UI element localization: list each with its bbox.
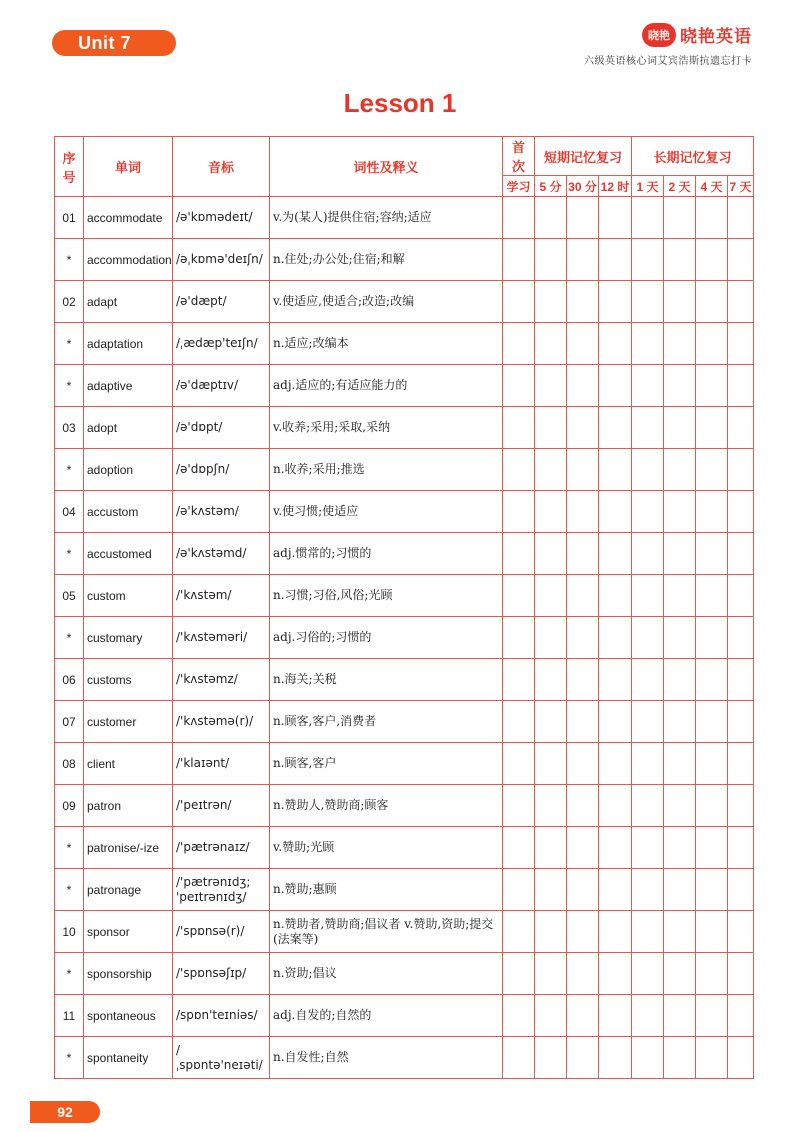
row-definition: v.使习惯;使适应 [270,491,503,533]
review-checkbox-cell[interactable] [664,407,696,449]
review-checkbox-cell[interactable] [632,365,664,407]
review-checkbox-cell[interactable] [664,449,696,491]
review-checkbox-cell[interactable] [503,197,535,239]
review-checkbox-cell[interactable] [535,701,567,743]
review-checkbox-cell[interactable] [632,617,664,659]
row-number: 07 [55,701,84,743]
review-checkbox-cell[interactable] [728,617,754,659]
review-checkbox-cell[interactable] [503,995,535,1037]
review-checkbox-cell[interactable] [696,323,728,365]
review-checkbox-cell[interactable] [664,533,696,575]
review-checkbox-cell[interactable] [503,785,535,827]
review-checkbox-cell[interactable] [696,701,728,743]
row-word: spontaneous [84,995,173,1037]
review-checkbox-cell[interactable] [664,617,696,659]
review-checkbox-cell[interactable] [599,281,632,323]
review-checkbox-cell[interactable] [503,533,535,575]
row-definition: n.自发性;自然 [270,1037,503,1079]
row-word: adaptive [84,365,173,407]
review-checkbox-cell[interactable] [632,239,664,281]
row-ipa: /ˌspɒntə'neɪəti/ [173,1037,270,1079]
review-checkbox-cell[interactable] [664,365,696,407]
row-ipa: /'kʌstəmz/ [173,659,270,701]
row-number: 06 [55,659,84,701]
review-checkbox-cell[interactable] [632,785,664,827]
review-checkbox-cell[interactable] [728,281,754,323]
review-checkbox-cell[interactable] [567,869,599,911]
row-word: custom [84,575,173,617]
review-checkbox-cell[interactable] [599,995,632,1037]
row-definition: v.收养;采用;采取,采纳 [270,407,503,449]
header-long-col: 7 天 [728,176,754,197]
review-checkbox-cell[interactable] [696,533,728,575]
review-checkbox-cell[interactable] [503,449,535,491]
row-ipa: /'klaɪənt/ [173,743,270,785]
review-checkbox-cell[interactable] [664,869,696,911]
review-checkbox-cell[interactable] [664,995,696,1037]
vocab-table [54,136,754,1079]
row-number: * [55,869,84,911]
table-row [55,911,754,953]
header-short-col: 30 分 [567,176,599,197]
row-word: sponsor [84,911,173,953]
review-checkbox-cell[interactable] [728,953,754,995]
row-number: * [55,1037,84,1079]
table-row [55,491,754,533]
review-checkbox-cell[interactable] [535,491,567,533]
review-checkbox-cell[interactable] [535,197,567,239]
table-row [55,197,754,239]
review-checkbox-cell[interactable] [632,533,664,575]
row-word: sponsorship [84,953,173,995]
row-word: adoption [84,449,173,491]
brand-name: 晓艳英语 [680,27,752,46]
row-number: * [55,533,84,575]
table-row [55,365,754,407]
review-checkbox-cell[interactable] [503,491,535,533]
review-checkbox-cell[interactable] [567,659,599,701]
row-ipa: /ə'kɒmədeɪt/ [173,197,270,239]
row-definition: n.海关;关税 [270,659,503,701]
review-checkbox-cell[interactable] [728,197,754,239]
review-checkbox-cell[interactable] [728,869,754,911]
lesson-title: Lesson 1 [343,88,457,118]
review-checkbox-cell[interactable] [696,197,728,239]
row-definition: adj.习俗的;习惯的 [270,617,503,659]
review-checkbox-cell[interactable] [632,701,664,743]
row-word: customs [84,659,173,701]
review-checkbox-cell[interactable] [599,659,632,701]
header-first-sub: 学习 [503,176,535,197]
row-number: * [55,239,84,281]
review-checkbox-cell[interactable] [728,239,754,281]
table-row [55,659,754,701]
review-checkbox-cell[interactable] [535,365,567,407]
review-checkbox-cell[interactable] [632,491,664,533]
review-checkbox-cell[interactable] [632,827,664,869]
review-checkbox-cell[interactable] [599,449,632,491]
review-checkbox-cell[interactable] [696,995,728,1037]
review-checkbox-cell[interactable] [664,953,696,995]
row-number: 09 [55,785,84,827]
review-checkbox-cell[interactable] [664,785,696,827]
review-checkbox-cell[interactable] [599,1037,632,1079]
table-row [55,533,754,575]
row-word: customary [84,617,173,659]
review-checkbox-cell[interactable] [535,911,567,953]
header-short-term: 短期记忆复习 [535,137,632,176]
review-checkbox-cell[interactable] [503,575,535,617]
review-checkbox-cell[interactable] [503,953,535,995]
review-checkbox-cell[interactable] [728,701,754,743]
review-checkbox-cell[interactable] [728,743,754,785]
book-subtitle: 六级英语核心词艾宾浩斯抗遗忘打卡 [584,56,752,67]
review-checkbox-cell[interactable] [728,533,754,575]
row-number: 04 [55,491,84,533]
review-checkbox-cell[interactable] [503,743,535,785]
row-word: adaptation [84,323,173,365]
review-checkbox-cell[interactable] [664,281,696,323]
review-checkbox-cell[interactable] [664,743,696,785]
review-checkbox-cell[interactable] [696,449,728,491]
review-checkbox-cell[interactable] [567,911,599,953]
table-row [55,281,754,323]
review-checkbox-cell[interactable] [567,281,599,323]
review-checkbox-cell[interactable] [567,1037,599,1079]
review-checkbox-cell[interactable] [632,743,664,785]
table-row [55,239,754,281]
table-row [55,701,754,743]
review-checkbox-cell[interactable] [696,743,728,785]
row-definition: n.顾客,客户 [270,743,503,785]
table-row [55,617,754,659]
review-checkbox-cell[interactable] [567,197,599,239]
review-checkbox-cell[interactable] [728,995,754,1037]
review-checkbox-cell[interactable] [567,617,599,659]
row-word: client [84,743,173,785]
review-checkbox-cell[interactable] [535,995,567,1037]
row-word: patron [84,785,173,827]
table-row [55,575,754,617]
row-definition: v.为(某人)提供住宿;容纳;适应 [270,197,503,239]
row-number: 05 [55,575,84,617]
header-word: 单词 [84,137,173,197]
review-checkbox-cell[interactable] [599,701,632,743]
row-number: * [55,449,84,491]
row-definition: adj.自发的;自然的 [270,995,503,1037]
row-number: * [55,953,84,995]
row-word: accustom [84,491,173,533]
review-checkbox-cell[interactable] [696,659,728,701]
review-checkbox-cell[interactable] [664,659,696,701]
review-checkbox-cell[interactable] [567,743,599,785]
table-row [55,827,754,869]
review-checkbox-cell[interactable] [503,659,535,701]
review-checkbox-cell[interactable] [632,281,664,323]
review-checkbox-cell[interactable] [696,281,728,323]
review-checkbox-cell[interactable] [599,827,632,869]
review-checkbox-cell[interactable] [535,659,567,701]
review-checkbox-cell[interactable] [599,533,632,575]
review-checkbox-cell[interactable] [599,953,632,995]
table-row [55,953,754,995]
row-word: adapt [84,281,173,323]
row-ipa: /'pætrənaɪz/ [173,827,270,869]
table-row [55,407,754,449]
review-checkbox-cell[interactable] [664,575,696,617]
review-checkbox-cell[interactable] [567,953,599,995]
row-definition: n.顾客,客户,消费者 [270,701,503,743]
review-checkbox-cell[interactable] [728,911,754,953]
review-checkbox-cell[interactable] [632,911,664,953]
review-checkbox-cell[interactable] [599,785,632,827]
row-definition: v.使适应,使适合;改造;改编 [270,281,503,323]
review-checkbox-cell[interactable] [632,323,664,365]
row-ipa: /ə'kʌstəmd/ [173,533,270,575]
review-checkbox-cell[interactable] [696,869,728,911]
review-checkbox-cell[interactable] [535,575,567,617]
review-checkbox-cell[interactable] [535,617,567,659]
review-checkbox-cell[interactable] [535,449,567,491]
review-checkbox-cell[interactable] [535,407,567,449]
row-number: 03 [55,407,84,449]
review-checkbox-cell[interactable] [632,197,664,239]
header-short-col: 12 时 [599,176,632,197]
row-ipa: /'peɪtrən/ [173,785,270,827]
row-ipa: /'kʌstəmə(r)/ [173,701,270,743]
row-ipa: /'kʌstəm/ [173,575,270,617]
review-checkbox-cell[interactable] [664,239,696,281]
row-definition: n.赞助人,赞助商;顾客 [270,785,503,827]
brand-logo-icon: 晓艳 [642,23,676,47]
row-definition: v.赞助;光顾 [270,827,503,869]
review-checkbox-cell[interactable] [567,827,599,869]
review-checkbox-cell[interactable] [696,491,728,533]
review-checkbox-cell[interactable] [599,323,632,365]
review-checkbox-cell[interactable] [503,365,535,407]
row-number: 01 [55,197,84,239]
review-checkbox-cell[interactable] [567,491,599,533]
review-checkbox-cell[interactable] [535,239,567,281]
review-checkbox-cell[interactable] [599,491,632,533]
row-word: accustomed [84,533,173,575]
review-checkbox-cell[interactable] [632,953,664,995]
row-definition: n.资助;倡议 [270,953,503,995]
review-checkbox-cell[interactable] [535,743,567,785]
review-checkbox-cell[interactable] [535,323,567,365]
review-checkbox-cell[interactable] [728,1037,754,1079]
review-checkbox-cell[interactable] [535,869,567,911]
review-checkbox-cell[interactable] [535,1037,567,1079]
row-ipa: /ə'dæpt/ [173,281,270,323]
review-checkbox-cell[interactable] [503,701,535,743]
review-checkbox-cell[interactable] [632,575,664,617]
header-short-col: 5 分 [535,176,567,197]
row-number: * [55,617,84,659]
row-word: patronage [84,869,173,911]
review-checkbox-cell[interactable] [567,449,599,491]
row-word: accommodation [84,239,173,281]
row-word: customer [84,701,173,743]
row-definition: n.住处;办公处;住宿;和解 [270,239,503,281]
row-number: 10 [55,911,84,953]
review-checkbox-cell[interactable] [632,659,664,701]
review-checkbox-cell[interactable] [567,323,599,365]
review-checkbox-cell[interactable] [696,911,728,953]
review-checkbox-cell[interactable] [599,239,632,281]
brand [642,22,752,47]
review-checkbox-cell[interactable] [664,1037,696,1079]
review-checkbox-cell[interactable] [503,617,535,659]
row-word: spontaneity [84,1037,173,1079]
review-checkbox-cell[interactable] [503,407,535,449]
header-ipa: 音标 [173,137,270,197]
row-definition: n.赞助;惠顾 [270,869,503,911]
review-checkbox-cell[interactable] [632,407,664,449]
review-checkbox-cell[interactable] [599,911,632,953]
row-ipa: /əˌkɒmə'deɪʃn/ [173,239,270,281]
review-checkbox-cell[interactable] [567,239,599,281]
review-checkbox-cell[interactable] [696,575,728,617]
row-ipa: /ˌædæp'teɪʃn/ [173,323,270,365]
review-checkbox-cell[interactable] [632,449,664,491]
row-ipa: /ə'dɒpʃn/ [173,449,270,491]
header-long-col: 2 天 [664,176,696,197]
row-number: 02 [55,281,84,323]
table-row [55,1037,754,1079]
review-checkbox-cell[interactable] [567,785,599,827]
header-definition: 词性及释义 [270,137,503,197]
row-word: accommodate [84,197,173,239]
review-checkbox-cell[interactable] [503,281,535,323]
page-number: 92 [30,1101,100,1123]
review-checkbox-cell[interactable] [599,575,632,617]
row-definition: n.适应;改编本 [270,323,503,365]
review-checkbox-cell[interactable] [503,911,535,953]
row-number: 08 [55,743,84,785]
row-ipa: /'spɒnsəʃɪp/ [173,953,270,995]
review-checkbox-cell[interactable] [632,995,664,1037]
row-ipa: /'pætrənɪdʒ; 'peɪtrənɪdʒ/ [173,869,270,911]
review-checkbox-cell[interactable] [664,911,696,953]
vocab-body [55,197,754,1079]
row-ipa: /'spɒnsə(r)/ [173,911,270,953]
review-checkbox-cell[interactable] [664,323,696,365]
header-long-col: 4 天 [696,176,728,197]
review-checkbox-cell[interactable] [503,239,535,281]
row-definition: n.习惯;习俗,风俗;光顾 [270,575,503,617]
review-checkbox-cell[interactable] [599,365,632,407]
review-checkbox-cell[interactable] [503,869,535,911]
review-checkbox-cell[interactable] [599,869,632,911]
review-checkbox-cell[interactable] [664,197,696,239]
review-checkbox-cell[interactable] [535,785,567,827]
header-no: 序号 [55,137,84,197]
review-checkbox-cell[interactable] [632,869,664,911]
row-definition: adj.惯常的;习惯的 [270,533,503,575]
review-checkbox-cell[interactable] [535,953,567,995]
review-checkbox-cell[interactable] [696,785,728,827]
review-checkbox-cell[interactable] [599,743,632,785]
header-first: 首次 [503,137,535,176]
row-definition: adj.适应的;有适应能力的 [270,365,503,407]
table-row [55,323,754,365]
table-row [55,743,754,785]
review-checkbox-cell[interactable] [728,407,754,449]
review-checkbox-cell[interactable] [535,533,567,575]
row-definition: n.收养;采用;推选 [270,449,503,491]
review-checkbox-cell[interactable] [664,701,696,743]
review-checkbox-cell[interactable] [599,407,632,449]
row-number: * [55,323,84,365]
unit-label: Unit 7 [52,30,176,56]
row-ipa: /spɒn'teɪniəs/ [173,995,270,1037]
table-row [55,869,754,911]
row-ipa: /ə'dæptɪv/ [173,365,270,407]
review-checkbox-cell[interactable] [696,365,728,407]
review-checkbox-cell[interactable] [567,365,599,407]
review-checkbox-cell[interactable] [567,407,599,449]
review-checkbox-cell[interactable] [567,533,599,575]
review-checkbox-cell[interactable] [503,323,535,365]
review-checkbox-cell[interactable] [599,197,632,239]
review-checkbox-cell[interactable] [567,575,599,617]
review-checkbox-cell[interactable] [503,1037,535,1079]
review-checkbox-cell[interactable] [696,239,728,281]
review-checkbox-cell[interactable] [664,827,696,869]
review-checkbox-cell[interactable] [696,953,728,995]
review-checkbox-cell[interactable] [664,491,696,533]
header-long-term: 长期记忆复习 [632,137,754,176]
row-ipa: /ə'dɒpt/ [173,407,270,449]
row-number: 11 [55,995,84,1037]
row-ipa: /'kʌstəməri/ [173,617,270,659]
review-checkbox-cell[interactable] [696,617,728,659]
review-checkbox-cell[interactable] [696,1037,728,1079]
review-checkbox-cell[interactable] [535,281,567,323]
row-definition: n.赞助者,赞助商;倡议者 v.赞助,资助;提交(法案等) [270,911,503,953]
row-number: * [55,365,84,407]
row-word: adopt [84,407,173,449]
review-checkbox-cell[interactable] [728,449,754,491]
review-checkbox-cell[interactable] [567,995,599,1037]
table-row [55,785,754,827]
row-word: patronise/-ize [84,827,173,869]
header-long-col: 1 天 [632,176,664,197]
review-checkbox-cell[interactable] [503,827,535,869]
review-checkbox-cell[interactable] [696,827,728,869]
table-row [55,449,754,491]
review-checkbox-cell[interactable] [728,491,754,533]
row-ipa: /ə'kʌstəm/ [173,491,270,533]
review-checkbox-cell[interactable] [728,323,754,365]
review-checkbox-cell[interactable] [696,407,728,449]
review-checkbox-cell[interactable] [599,617,632,659]
review-checkbox-cell[interactable] [728,659,754,701]
row-number: * [55,827,84,869]
review-checkbox-cell[interactable] [728,575,754,617]
review-checkbox-cell[interactable] [728,365,754,407]
review-checkbox-cell[interactable] [535,827,567,869]
table-row [55,995,754,1037]
review-checkbox-cell[interactable] [728,785,754,827]
review-checkbox-cell[interactable] [632,1037,664,1079]
review-checkbox-cell[interactable] [567,701,599,743]
review-checkbox-cell[interactable] [728,827,754,869]
